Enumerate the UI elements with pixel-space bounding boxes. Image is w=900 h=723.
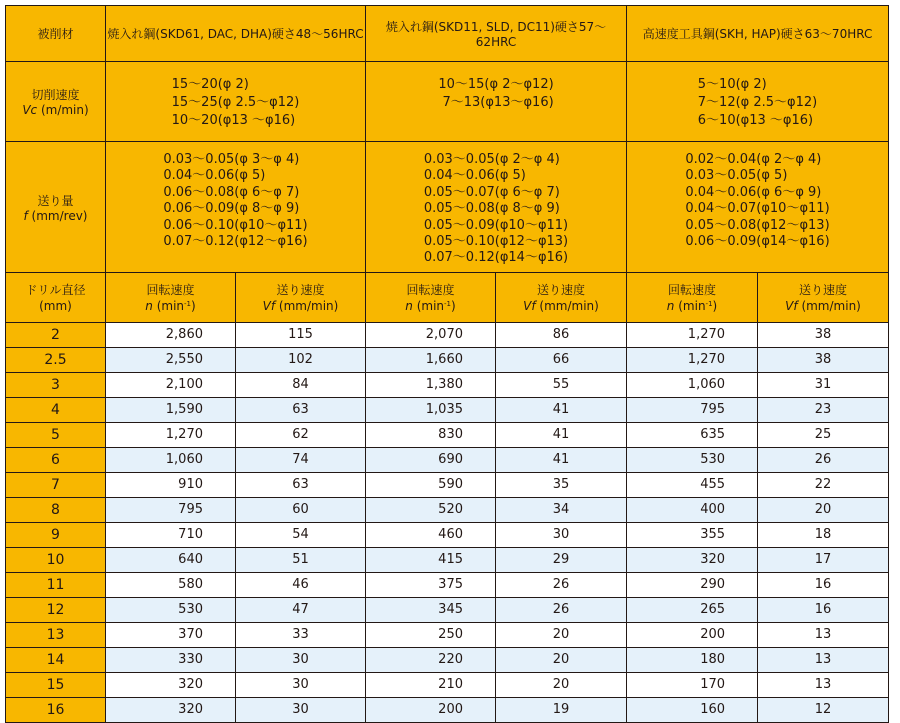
- feed-speed-cell: 30: [496, 523, 627, 548]
- rpm-unit-pre: (min: [156, 298, 185, 313]
- feed-symbol: f: [23, 208, 28, 223]
- feed-skd61: [106, 142, 366, 273]
- table-row: [6, 323, 889, 348]
- rpm-cell: 170: [627, 673, 758, 698]
- material-header-skd61: 焼入れ鋼(SKD61, DAC, DHA)硬さ48〜56HRC: [106, 6, 366, 62]
- rpm-header: [366, 273, 496, 323]
- cutting-speed-skd11: [366, 62, 627, 142]
- rpm-cell: 710: [106, 523, 236, 548]
- feed-speed-cell: 38: [758, 348, 889, 373]
- feed-speed-cell: 19: [496, 698, 627, 723]
- table-row: [6, 698, 889, 723]
- rpm-cell: 200: [627, 623, 758, 648]
- rpm-unit-sup: -1: [705, 299, 713, 308]
- cutting-speed-skd11-text: 10〜15(φ 2〜φ12) 7〜13(φ13〜φ16): [438, 77, 554, 110]
- cutting-speed-symbol: Vc: [22, 103, 38, 117]
- drill-diameter-cell: 2: [6, 323, 106, 348]
- rpm-unit-pre: (min: [416, 298, 445, 313]
- rpm-symbol: n: [666, 298, 675, 313]
- feed-skh: [627, 142, 889, 273]
- feed-skd11: [366, 142, 627, 273]
- feed-speed-cell: 84: [236, 373, 366, 398]
- feed-speed-cell: 86: [496, 323, 627, 348]
- feed-speed-cell: 63: [236, 473, 366, 498]
- rpm-cell: 250: [366, 623, 496, 648]
- cutting-speed-skh: [627, 62, 889, 142]
- feed-speed-cell: 102: [236, 348, 366, 373]
- rpm-cell: 200: [366, 698, 496, 723]
- table-row: [6, 448, 889, 473]
- rpm-unit-sup: -1: [184, 299, 192, 308]
- drill-diameter-header: [6, 273, 106, 323]
- drill-diameter-cell: 12: [6, 598, 106, 623]
- feed-speed-cell: 12: [758, 698, 889, 723]
- rpm-symbol: n: [145, 298, 153, 313]
- drill-diameter-cell: 7: [6, 473, 106, 498]
- drill-diameter-cell: 10: [6, 548, 106, 573]
- feed-speed-cell: 55: [496, 373, 627, 398]
- rpm-cell: 1,060: [106, 448, 236, 473]
- feed-speed-cell: 25: [758, 423, 889, 448]
- feed-speed-cell: 30: [236, 698, 366, 723]
- rpm-cell: 400: [627, 498, 758, 523]
- rpm-cell: 375: [366, 573, 496, 598]
- drill-diameter-cell: 2.5: [6, 348, 106, 373]
- drill-diameter-cell: 5: [6, 423, 106, 448]
- feed-speed-cell: 41: [496, 398, 627, 423]
- rpm-cell: 460: [366, 523, 496, 548]
- feed-speed-cell: 29: [496, 548, 627, 573]
- rpm-cell: 690: [366, 448, 496, 473]
- feed-speed-symbol: Vf: [262, 298, 276, 313]
- table-row: [6, 648, 889, 673]
- rpm-cell: 290: [627, 573, 758, 598]
- feed-speed-cell: 26: [496, 598, 627, 623]
- rpm-cell: 180: [627, 648, 758, 673]
- rpm-cell: 345: [366, 598, 496, 623]
- table-row: [6, 398, 889, 423]
- feed-speed-cell: 20: [496, 648, 627, 673]
- drill-diameter-cell: 15: [6, 673, 106, 698]
- feed-speed-cell: 23: [758, 398, 889, 423]
- feed-speed-symbol: Vf: [785, 298, 798, 313]
- feed-speed-cell: 20: [496, 623, 627, 648]
- table-row: [6, 348, 889, 373]
- feed-speed-cell: 31: [758, 373, 889, 398]
- feed-speed-cell: 34: [496, 498, 627, 523]
- feed-title: 送り量: [37, 193, 74, 208]
- rpm-cell: 1,270: [627, 348, 758, 373]
- feed-speed-cell: 17: [758, 548, 889, 573]
- rpm-symbol: n: [405, 298, 413, 313]
- cutting-speed-skh-text: 5〜10(φ 2) 7〜12(φ 2.5〜φ12) 6〜10(φ13 〜φ16): [697, 77, 818, 128]
- rpm-cell: 530: [106, 598, 236, 623]
- feed-speed-label: 送り速度: [537, 282, 586, 297]
- drill-diameter-cell: 11: [6, 573, 106, 598]
- table-row: [6, 423, 889, 448]
- cutting-speed-unit: (m/min): [40, 103, 89, 117]
- rpm-cell: 640: [106, 548, 236, 573]
- table-row: [6, 548, 889, 573]
- feed-speed-cell: 115: [236, 323, 366, 348]
- drill-diameter-label: ドリル直径: [25, 282, 86, 297]
- feed-speed-cell: 30: [236, 648, 366, 673]
- rpm-cell: 910: [106, 473, 236, 498]
- feed-speed-cell: 54: [236, 523, 366, 548]
- rpm-label: 回転速度: [406, 282, 455, 297]
- table-row: [6, 523, 889, 548]
- cutting-speed-title: 切削速度: [31, 88, 80, 102]
- material-header-skh: 高速度工具鋼(SKH, HAP)硬さ63〜70HRC: [627, 6, 889, 62]
- feed-speed-label: 送り速度: [276, 282, 325, 297]
- rpm-cell: 795: [627, 398, 758, 423]
- table-row: [6, 623, 889, 648]
- drill-diameter-cell: 8: [6, 498, 106, 523]
- feed-speed-unit: (mm/min): [801, 298, 861, 313]
- table-row: [6, 673, 889, 698]
- feed-skd11-text: 0.03〜0.05(φ 2〜φ 4) 0.04〜0.06(φ 5) 0.05〜0.07(φ 6〜φ 7) 0.05〜0.08(φ 8〜φ 9) 0.05〜0.09(φ10〜φ11) 0.05〜0.10(φ12〜φ13) 0.07〜0.12(φ14〜φ16): [423, 152, 569, 266]
- rpm-cell: 1,035: [366, 398, 496, 423]
- rpm-cell: 2,860: [106, 323, 236, 348]
- rpm-unit-post: ): [451, 298, 456, 313]
- feed-speed-cell: 26: [496, 573, 627, 598]
- cutting-conditions-table: [5, 5, 889, 723]
- feed-speed-cell: 41: [496, 448, 627, 473]
- rpm-cell: 2,550: [106, 348, 236, 373]
- rpm-cell: 265: [627, 598, 758, 623]
- feed-speed-unit: (mm/min): [278, 298, 339, 313]
- rpm-unit-post: ): [191, 298, 196, 313]
- rpm-cell: 320: [627, 548, 758, 573]
- table-row: [6, 598, 889, 623]
- rpm-cell: 1,590: [106, 398, 236, 423]
- rpm-unit-post: ): [712, 298, 718, 313]
- drill-diameter-cell: 3: [6, 373, 106, 398]
- feed-speed-header: [496, 273, 627, 323]
- rpm-cell: 635: [627, 423, 758, 448]
- feed-speed-header: [236, 273, 366, 323]
- feed-speed-cell: 33: [236, 623, 366, 648]
- feed-speed-symbol: Vf: [523, 298, 536, 313]
- rpm-cell: 455: [627, 473, 758, 498]
- drill-diameter-cell: 4: [6, 398, 106, 423]
- feed-speed-cell: 51: [236, 548, 366, 573]
- drill-diameter-cell: 6: [6, 448, 106, 473]
- feed-speed-cell: 16: [758, 598, 889, 623]
- feed-speed-label: 送り速度: [799, 282, 848, 297]
- feed-speed-cell: 18: [758, 523, 889, 548]
- drill-diameter-cell: 16: [6, 698, 106, 723]
- rpm-cell: 1,270: [106, 423, 236, 448]
- material-header-skd11: 焼入れ鋼(SKD11, SLD, DC11)硬さ57〜62HRC: [366, 6, 627, 62]
- table-row: [6, 473, 889, 498]
- rpm-cell: 1,660: [366, 348, 496, 373]
- feed-speed-cell: 22: [758, 473, 889, 498]
- material-label: 被削材: [6, 6, 106, 62]
- feed-speed-cell: 20: [758, 498, 889, 523]
- rpm-cell: 1,060: [627, 373, 758, 398]
- rpm-cell: 210: [366, 673, 496, 698]
- feed-skh-text: 0.02〜0.04(φ 2〜φ 4) 0.03〜0.05(φ 5) 0.04〜0.06(φ 6〜φ 9) 0.04〜0.07(φ10〜φ11) 0.05〜0.08(φ12〜φ13) 0.06〜0.09(φ14〜φ16): [685, 152, 830, 250]
- feed-unit: (mm/rev): [31, 208, 88, 223]
- rpm-cell: 520: [366, 498, 496, 523]
- rpm-cell: 320: [106, 698, 236, 723]
- rpm-unit-sup: -1: [444, 299, 452, 308]
- feed-speed-cell: 13: [758, 648, 889, 673]
- drill-diameter-unit: (mm): [39, 298, 72, 313]
- rpm-cell: 1,270: [627, 323, 758, 348]
- rpm-cell: 220: [366, 648, 496, 673]
- feed-label: [6, 142, 106, 273]
- rpm-cell: 320: [106, 673, 236, 698]
- rpm-unit-pre: (min: [678, 298, 706, 313]
- rpm-label: 回転速度: [668, 282, 717, 297]
- cutting-speed-label: [6, 62, 106, 142]
- rpm-cell: 1,380: [366, 373, 496, 398]
- feed-speed-cell: 62: [236, 423, 366, 448]
- feed-speed-header: [758, 273, 889, 323]
- feed-speed-cell: 30: [236, 673, 366, 698]
- feed-speed-cell: 66: [496, 348, 627, 373]
- table-row: [6, 373, 889, 398]
- feed-speed-unit: (mm/min): [539, 298, 599, 313]
- feed-speed-cell: 63: [236, 398, 366, 423]
- rpm-cell: 795: [106, 498, 236, 523]
- rpm-cell: 590: [366, 473, 496, 498]
- feed-speed-cell: 13: [758, 673, 889, 698]
- rpm-cell: 830: [366, 423, 496, 448]
- rpm-cell: 530: [627, 448, 758, 473]
- feed-speed-cell: 16: [758, 573, 889, 598]
- feed-speed-cell: 74: [236, 448, 366, 473]
- cutting-speed-skd61: [106, 62, 366, 142]
- rpm-cell: 2,100: [106, 373, 236, 398]
- feed-speed-cell: 46: [236, 573, 366, 598]
- rpm-cell: 330: [106, 648, 236, 673]
- rpm-header: [106, 273, 236, 323]
- feed-speed-cell: 20: [496, 673, 627, 698]
- rpm-cell: 415: [366, 548, 496, 573]
- feed-skd61-text: 0.03〜0.05(φ 3〜φ 4) 0.04〜0.06(φ 5) 0.06〜0.08(φ 6〜φ 7) 0.06〜0.09(φ 8〜φ 9) 0.06〜0.10(φ10〜φ11) 0.07〜0.12(φ12〜φ16): [163, 152, 308, 250]
- drill-diameter-cell: 13: [6, 623, 106, 648]
- feed-speed-cell: 13: [758, 623, 889, 648]
- drill-diameter-cell: 9: [6, 523, 106, 548]
- feed-speed-cell: 35: [496, 473, 627, 498]
- feed-speed-cell: 60: [236, 498, 366, 523]
- rpm-cell: 2,070: [366, 323, 496, 348]
- drill-diameter-cell: 14: [6, 648, 106, 673]
- cutting-speed-skd61-text: 15〜20(φ 2) 15〜25(φ 2.5〜φ12) 10〜20(φ13 〜φ16): [171, 77, 300, 128]
- rpm-label: 回転速度: [146, 282, 195, 297]
- rpm-cell: 370: [106, 623, 236, 648]
- feed-speed-cell: 41: [496, 423, 627, 448]
- feed-speed-cell: 47: [236, 598, 366, 623]
- rpm-cell: 355: [627, 523, 758, 548]
- rpm-header: [627, 273, 758, 323]
- feed-speed-cell: 38: [758, 323, 889, 348]
- feed-speed-cell: 26: [758, 448, 889, 473]
- table-row: [6, 498, 889, 523]
- table-row: [6, 573, 889, 598]
- rpm-cell: 580: [106, 573, 236, 598]
- rpm-cell: 160: [627, 698, 758, 723]
